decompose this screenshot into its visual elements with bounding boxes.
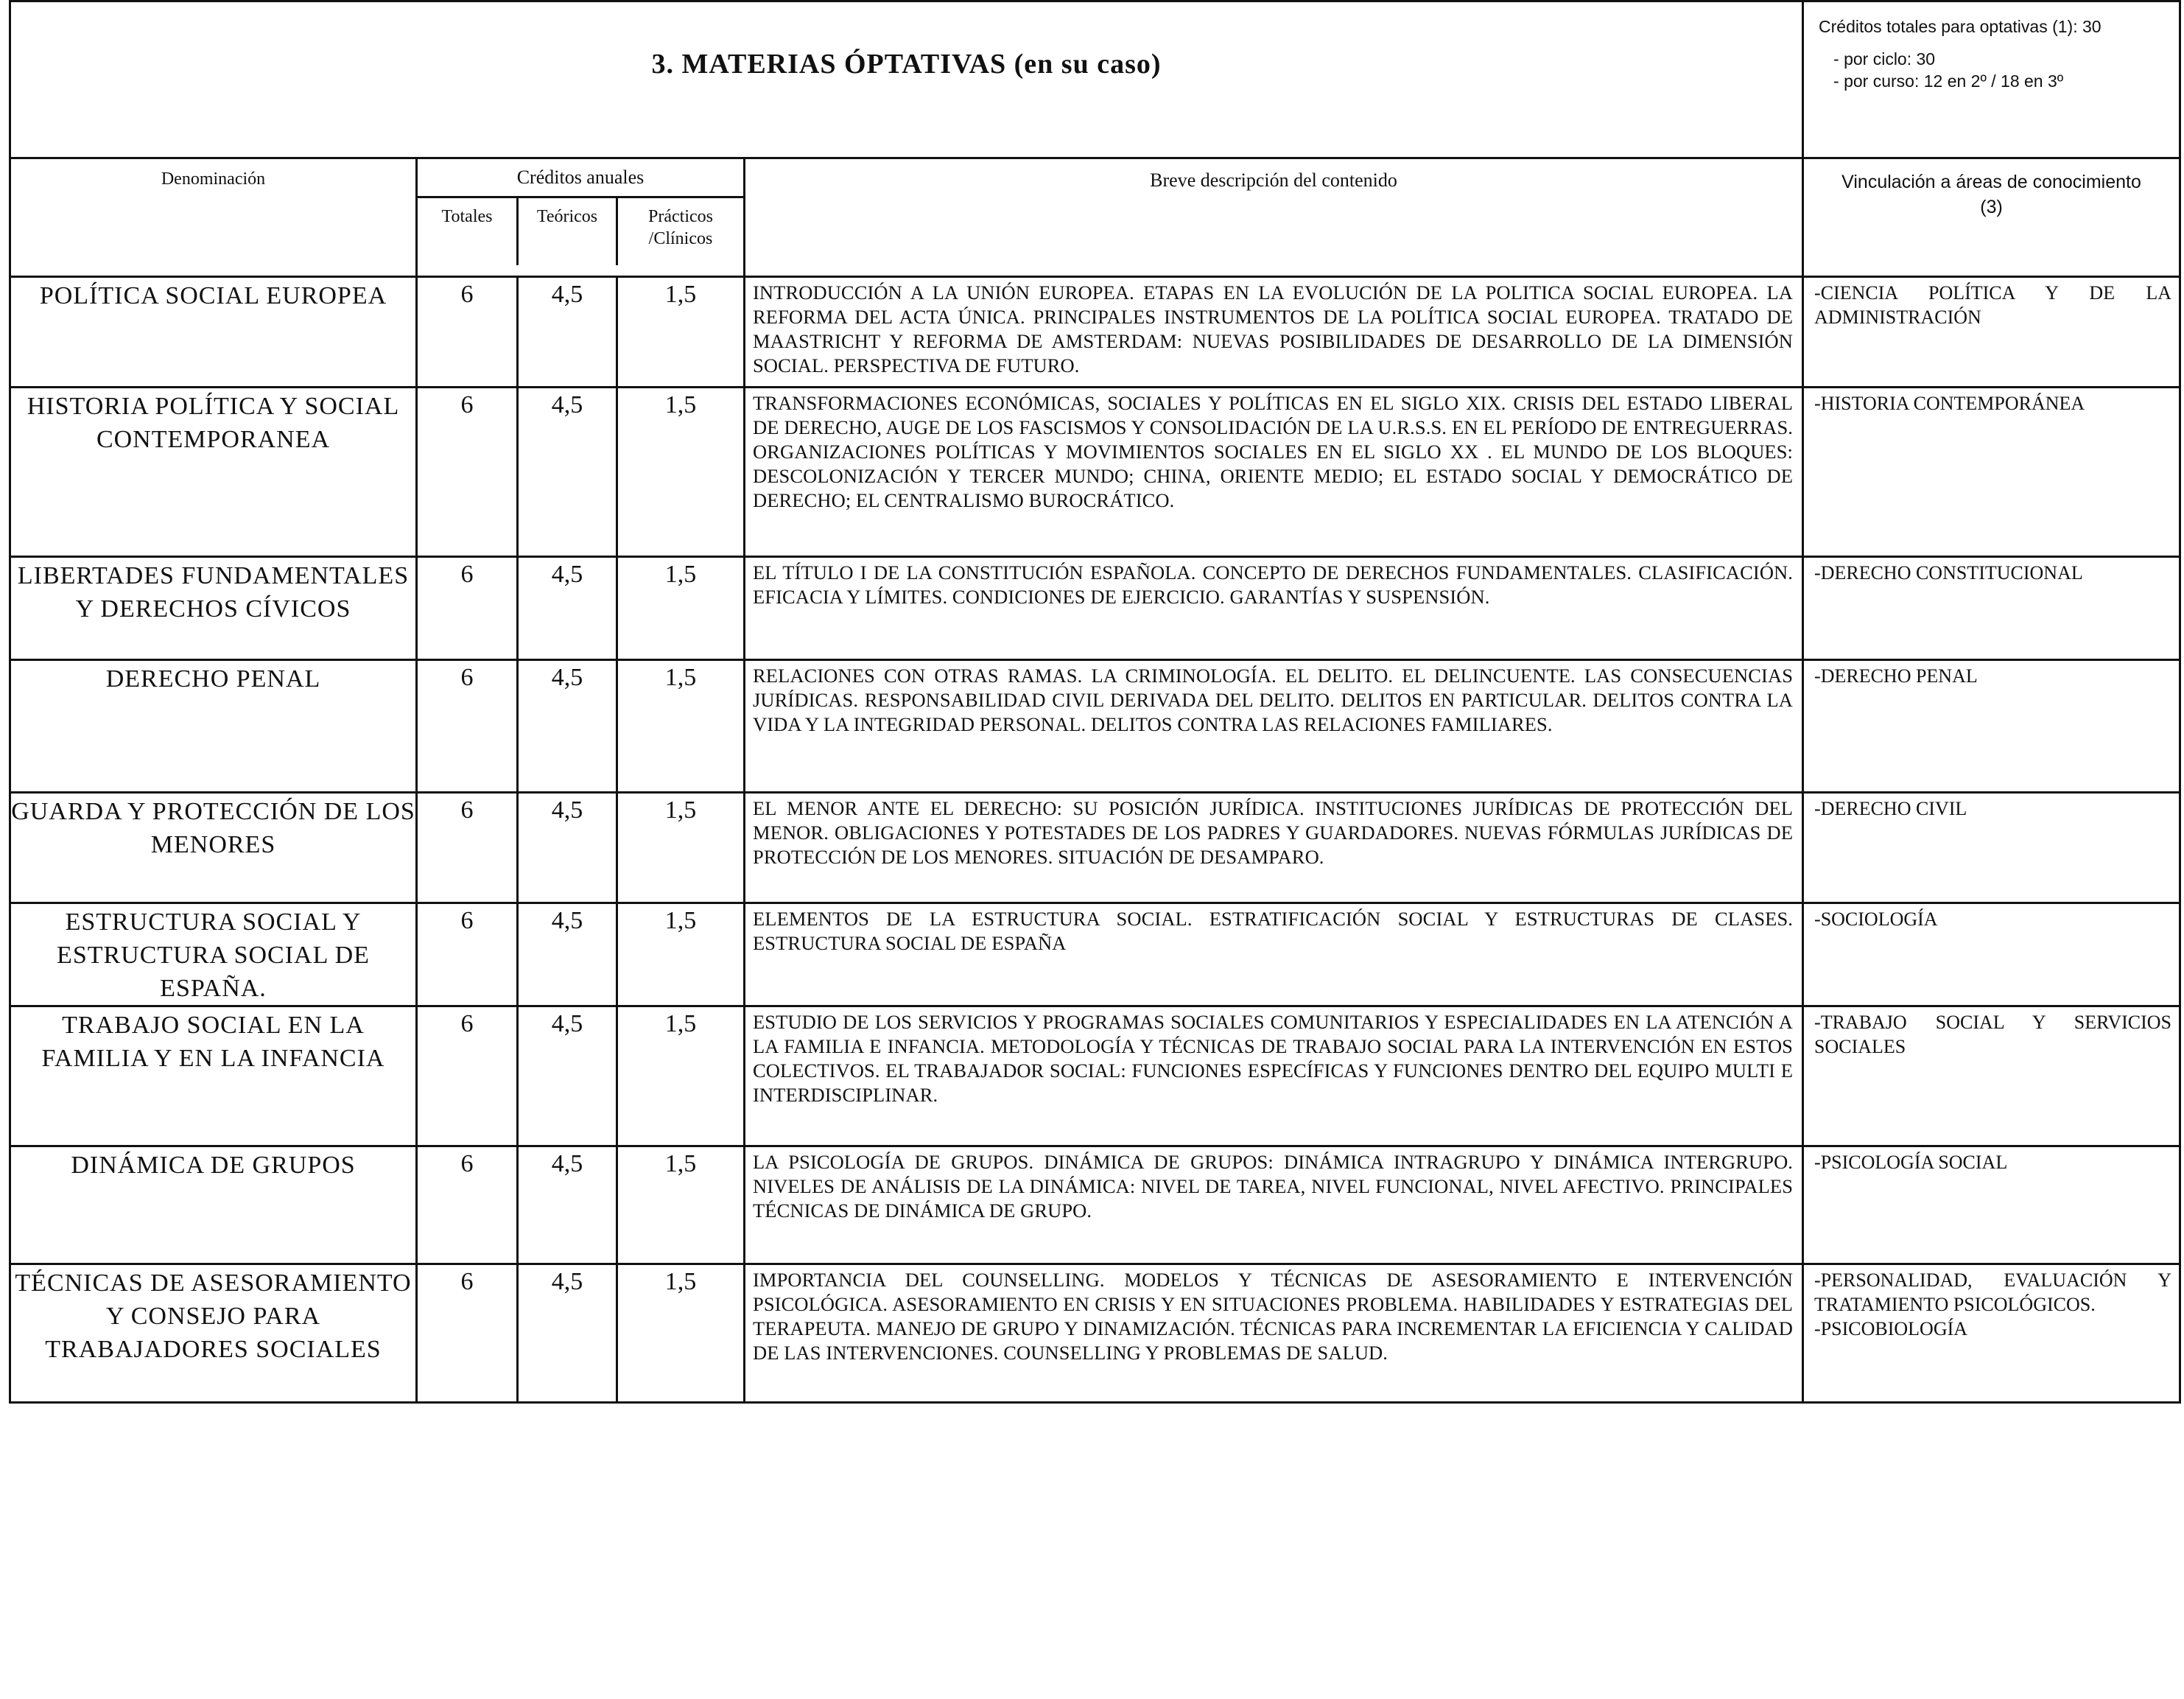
totales-cell: 6 <box>417 277 518 388</box>
vinculacion-cell: -DERECHO PENAL <box>1803 660 2180 793</box>
descripcion-cell: TRANSFORMACIONES ECONÓMICAS, SOCIALES Y POLÍTICAS EN EL SIGLO XIX. CRISIS DEL ESTADO LIBERAL DE DERECHO, AUGE DE LOS FASCISMOS Y CONSOLIDACIÓN DE LA U.R.S.S. EN EL PERÍODO DE ENTREGUERRAS. ORGANIZACIONES POLÍTICAS Y MOVIMIENTOS SOCIALES EN EL SIGLO XX . EL MUNDO DE LOS BLOQUES: DESCOLONIZACIÓN Y TERCER MUNDO; CHINA, ORIENTE MEDIO; EL ESTADO SOCIAL Y DEMOCRÁTICO DE DERECHO; EL CENTRALISMO BUROCRÁTICO. <box>745 388 1803 557</box>
denominacion-cell: TRABAJO SOCIAL EN LA FAMILIA Y EN LA INFANCIA <box>10 1006 417 1146</box>
col-header-practicos: Prácticos /Clínicos <box>648 207 713 248</box>
credits-per-course: - por curso: 12 en 2º / 18 en 3º <box>1833 71 2064 91</box>
credits-per-cycle: - por ciclo: 30 <box>1833 49 1936 69</box>
teoricos-cell: 4,5 <box>518 277 617 388</box>
totales-cell: 6 <box>417 1264 518 1403</box>
descripcion-cell: RELACIONES CON OTRAS RAMAS. LA CRIMINOLOGÍA. EL DELITO. EL DELINCUENTE. LAS CONSECUENCIAS JURÍDICAS. RESPONSABILIDAD CIVIL DERIVADA DEL DELITO. DELITOS EN PARTICULAR. DELITOS CONTRA LA VIDA Y LA INTEGRIDAD PERSONAL. DELITOS CONTRA LAS RELACIONES FAMILIARES. <box>745 660 1803 793</box>
vinculacion-cell: -SOCIOLOGÍA <box>1803 903 2180 1006</box>
descripcion-cell: EL MENOR ANTE EL DERECHO: SU POSICIÓN JURÍDICA. INSTITUCIONES JURÍDICAS DE PROTECCIÓN DEL MENOR. OBLIGACIONES Y POTESTADES DE LOS PADRES Y GUARDADORES. NUEVAS FÓRMULAS JURÍDICAS DE PROTECCIÓN DE LOS MENORES. SITUACIÓN DE DESAMPARO. <box>745 793 1803 903</box>
practicos-cell: 1,5 <box>617 793 745 903</box>
vinculacion-label: Vinculación a áreas de conocimiento <box>1841 172 2141 192</box>
teoricos-cell: 4,5 <box>518 903 617 1006</box>
denominacion-cell: TÉCNICAS DE ASESORAMIENTO Y CONSEJO PARA TRABAJADORES SOCIALES <box>10 1264 417 1403</box>
totales-cell: 6 <box>417 1006 518 1146</box>
table-row <box>10 793 2180 903</box>
title-row <box>10 1 2180 158</box>
totales-cell: 6 <box>417 903 518 1006</box>
col-header-vinculacion <box>1803 158 2180 277</box>
column-header-row <box>10 158 2180 277</box>
vinculacion-cell: -HISTORIA CONTEMPORÁNEA <box>1803 388 2180 557</box>
teoricos-cell: 4,5 <box>518 793 617 903</box>
document-page <box>9 0 2179 1404</box>
descripcion-cell: ESTUDIO DE LOS SERVICIOS Y PROGRAMAS SOCIALES COMUNITARIOS Y ESPECIALIDADES EN LA ATENCIÓN A LA FAMILIA E INFANCIA. METODOLOGÍA Y TÉCNICAS DE TRABAJO SOCIAL PARA LA INTERVENCIÓN EN ESTOS COLECTIVOS. EL TRABAJADOR SOCIAL: FUNCIONES ESPECÍFICAS Y FUNCIONES DENTRO DEL EQUIPO MULTI E INTERDISCIPLINAR. <box>745 1006 1803 1146</box>
descripcion-cell: EL TÍTULO I DE LA CONSTITUCIÓN ESPAÑOLA. CONCEPTO DE DERECHOS FUNDAMENTALES. CLASIFICACIÓN. EFICACIA Y LÍMITES. CONDICIONES DE EJERCICIO. GARANTÍAS Y SUSPENSIÓN. <box>745 557 1803 660</box>
col-header-teoricos: Teóricos <box>519 198 618 265</box>
totales-cell: 6 <box>417 557 518 660</box>
page-title: 3. MATERIAS ÓPTATIVAS (en su caso) <box>651 49 1162 80</box>
practicos-cell: 1,5 <box>617 388 745 557</box>
teoricos-cell: 4,5 <box>518 1146 617 1264</box>
practicos-cell: 1,5 <box>617 1146 745 1264</box>
vinculacion-area-secondary: -PSICOBIOLOGÍA <box>1814 1318 1968 1339</box>
denominacion-cell: DINÁMICA DE GRUPOS <box>10 1146 417 1264</box>
practicos-cell: 1,5 <box>617 1264 745 1403</box>
descripcion-cell: INTRODUCCIÓN A LA UNIÓN EUROPEA. ETAPAS EN LA EVOLUCIÓN DE LA POLITICA SOCIAL EUROPEA. LA REFORMA DEL ACTA ÚNICA. PRINCIPALES INSTRUMENTOS DE LA POLÍTICA SOCIAL EUROPEA. TRATADO DE MAASTRICHT Y REFORMA DE AMSTERDAM: NUEVAS POSIBILIDADES DE DESARROLLO DE LA DIMENSIÓN SOCIAL. PERSPECTIVA DE FUTURO. <box>745 277 1803 388</box>
descripcion-cell: LA PSICOLOGÍA DE GRUPOS. DINÁMICA DE GRUPOS: DINÁMICA INTRAGRUPO Y DINÁMICA INTERGRUPO. NIVELES DE ANÁLISIS DE LA DINÁMICA: NIVEL DE TAREA, NIVEL FUNCIONAL, NIVEL AFECTIVO. PRINCIPALES TÉCNICAS DE DINÁMICA DE GRUPO. <box>745 1146 1803 1264</box>
teoricos-cell: 4,5 <box>518 1264 617 1403</box>
col-header-denominacion: Denominación <box>10 158 417 277</box>
denominacion-cell: DERECHO PENAL <box>10 660 417 793</box>
teoricos-cell: 4,5 <box>518 388 617 557</box>
descripcion-cell: ELEMENTOS DE LA ESTRUCTURA SOCIAL. ESTRATIFICACIÓN SOCIAL Y ESTRUCTURAS DE CLASES. ESTRUCTURA SOCIAL DE ESPAÑA <box>745 903 1803 1006</box>
vinculacion-note: (3) <box>1980 197 2003 217</box>
descripcion-cell: IMPORTANCIA DEL COUNSELLING. MODELOS Y TÉCNICAS DE ASESORAMIENTO E INTERVENCIÓN PSICOLÓGICA. ASESORAMIENTO EN CRISIS Y EN SITUACIONES PROBLEMA. HABILIDADES Y ESTRATEGIAS DEL TERAPEUTA. MANEJO DE GRUPO Y DINAMIZACIÓN. TÉCNICAS PARA INCREMENTAR LA EFICIENCIA Y CALIDAD DE LAS INTERVENCIONES. COUNSELLING Y PROBLEMAS DE SALUD. <box>745 1264 1803 1403</box>
practicos-cell: 1,5 <box>617 660 745 793</box>
col-header-descripcion: Breve descripción del contenido <box>745 158 1803 277</box>
practicos-cell: 1,5 <box>617 557 745 660</box>
teoricos-cell: 4,5 <box>518 1006 617 1146</box>
table-row <box>10 557 2180 660</box>
col-header-creditos <box>417 158 745 277</box>
vinculacion-cell: -DERECHO CIVIL <box>1803 793 2180 903</box>
vinculacion-cell: -TRABAJO SOCIAL Y SERVICIOS SOCIALES <box>1803 1006 2180 1146</box>
practicos-cell: 1,5 <box>617 903 745 1006</box>
creditos-label: Créditos anuales <box>418 159 743 198</box>
totales-cell: 6 <box>417 793 518 903</box>
totales-cell: 6 <box>417 660 518 793</box>
totales-cell: 6 <box>417 388 518 557</box>
table-row <box>10 388 2180 557</box>
practicos-cell: 1,5 <box>617 1006 745 1146</box>
denominacion-cell: POLÍTICA SOCIAL EUROPEA <box>10 277 417 388</box>
table-row <box>10 903 2180 1006</box>
teoricos-cell: 4,5 <box>518 557 617 660</box>
credits-total: Créditos totales para optativas (1): 30 <box>1819 17 2102 36</box>
denominacion-cell: HISTORIA POLÍTICA Y SOCIAL CONTEMPORANEA <box>10 388 417 557</box>
credits-summary <box>1803 1 2180 158</box>
vinculacion-area: -PERSONALIDAD, EVALUACIÓN Y TRATAMIENTO PSICOLÓGICOS. <box>1814 1269 2172 1315</box>
vinculacion-cell <box>1803 1264 2180 1403</box>
vinculacion-cell: -CIENCIA POLÍTICA Y DE LA ADMINISTRACIÓN <box>1803 277 2180 388</box>
teoricos-cell: 4,5 <box>518 660 617 793</box>
table-row <box>10 1146 2180 1264</box>
table-row <box>10 660 2180 793</box>
table-row <box>10 277 2180 388</box>
optativas-table <box>9 0 2181 1404</box>
denominacion-cell: LIBERTADES FUNDAMENTALES Y DERECHOS CÍVICOS <box>10 557 417 660</box>
vinculacion-cell: -DERECHO CONSTITUCIONAL <box>1803 557 2180 660</box>
practicos-cell: 1,5 <box>617 277 745 388</box>
denominacion-cell: ESTRUCTURA SOCIAL Y ESTRUCTURA SOCIAL DE ESPAÑA. <box>10 903 417 1006</box>
col-header-totales: Totales <box>418 198 519 265</box>
totales-cell: 6 <box>417 1146 518 1264</box>
title-cell <box>10 1 1803 158</box>
denominacion-cell: GUARDA Y PROTECCIÓN DE LOS MENORES <box>10 793 417 903</box>
table-row <box>10 1264 2180 1403</box>
table-row <box>10 1006 2180 1146</box>
vinculacion-cell: -PSICOLOGÍA SOCIAL <box>1803 1146 2180 1264</box>
